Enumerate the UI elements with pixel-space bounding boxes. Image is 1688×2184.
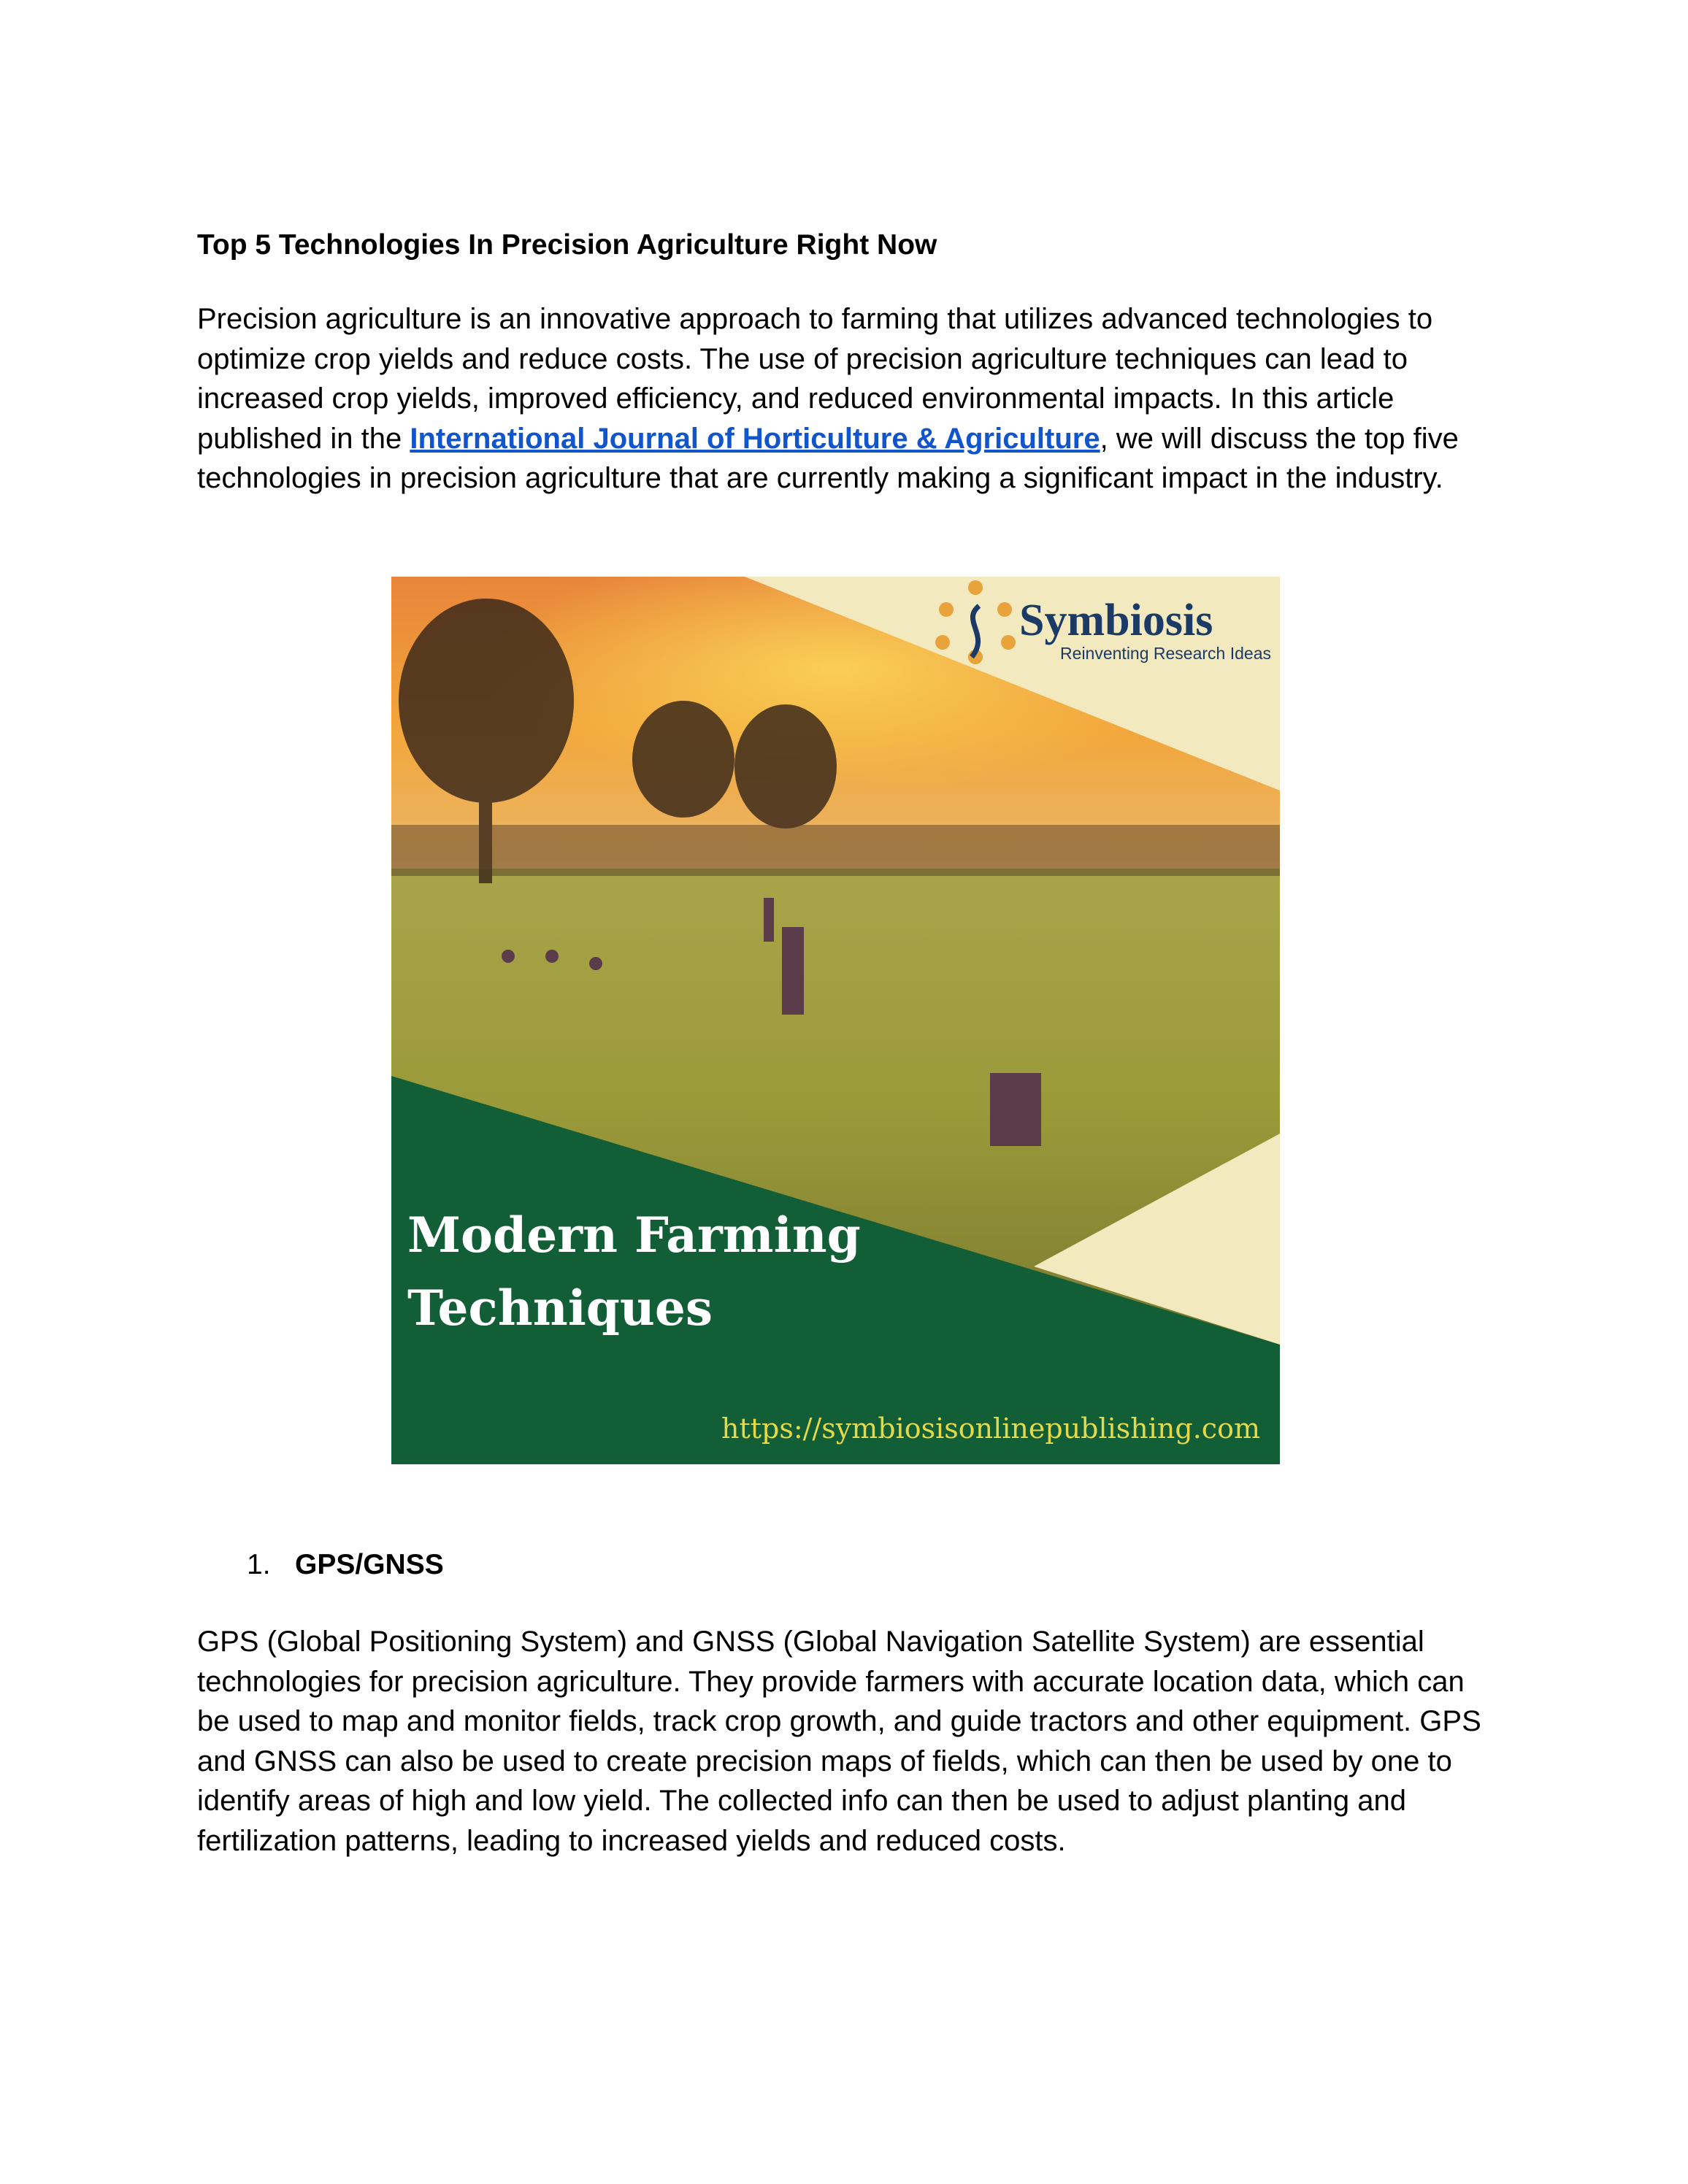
logo-name: Symbiosis — [1019, 596, 1213, 645]
list-number: 1. — [247, 1549, 271, 1580]
intro-text-end: , we will discuss the top five technologies in precision agriculture that are currently making a significant impact in the industry. — [197, 422, 1459, 494]
section-body: GPS (Global Positioning System) and GNSS (Global Navigation Satellite System) are essential technologies for precision agriculture. They provide farmers with accurate location data, which can be used to map and monitor fields, track crop growth, and guide tractors and other equipment. GPS and GNSS can also be used to create precision maps of fields, which can then be used by one to identify areas of high and low yield. The collected info can then be used to adjust planting and fertilization patterns, leading to increased yields and reduced costs. — [197, 1626, 1481, 1857]
journal-link[interactable]: International Journal of Horticulture & Agriculture — [410, 422, 1100, 455]
section-heading: GPS/GNSS — [295, 1549, 444, 1580]
image-url: https://symbiosisonlinepublishing.com — [721, 1412, 1260, 1445]
image-headline-2: Techniques — [407, 1280, 713, 1337]
article-image — [391, 577, 1280, 1464]
logo-tagline: Reinventing Research Ideas — [1060, 644, 1271, 663]
intro-text: Precision agriculture is an innovative approach to farming that utilizes advanced technologies to optimize crop yields and reduce costs. The use of precision agriculture techniques can lead to increased crop yields, improved efficiency, and reduced environmental impacts. In this article published in the — [197, 303, 1433, 455]
intro-paragraph — [197, 299, 1497, 499]
article-title: Top 5 Technologies In Precision Agriculture Right Now — [197, 229, 937, 261]
image-headline-1: Modern Farming — [407, 1207, 861, 1264]
